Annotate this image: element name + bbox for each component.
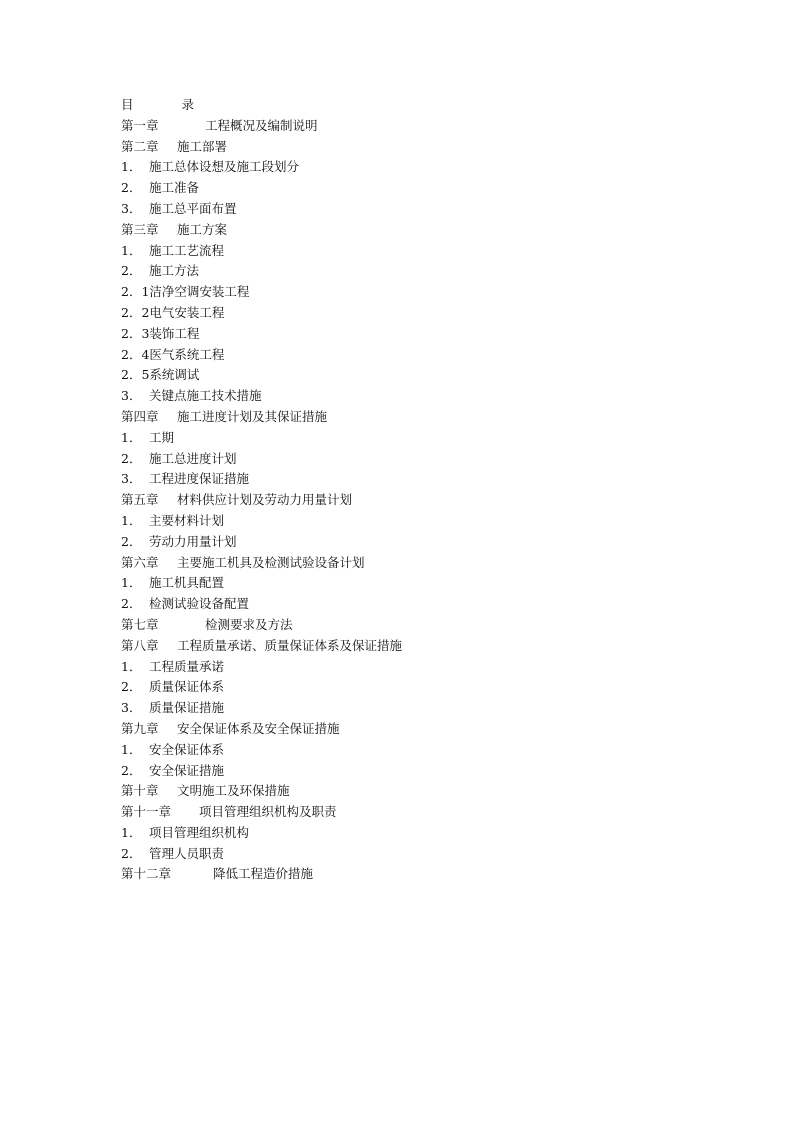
toc-text: 安全保证体系及安全保证措施: [177, 720, 340, 736]
toc-number: 1．: [121, 242, 142, 258]
toc-item: [121, 573, 681, 594]
toc-heading-part-2: 录: [181, 97, 195, 112]
toc-number: 2．1: [121, 284, 150, 300]
toc-number: 3．: [121, 700, 142, 716]
toc-text: 工程进度保证措施: [149, 471, 250, 487]
toc-chapter-12: [121, 864, 681, 885]
toc-number: 第四章: [121, 408, 159, 424]
toc-number: 1．: [121, 429, 142, 445]
toc-heading-part-1: 目: [121, 97, 134, 112]
toc-item: [121, 511, 681, 532]
toc-number: 1．: [121, 824, 142, 840]
toc-text: 电气安装工程: [149, 304, 225, 320]
toc-text: 洁净空调安装工程: [149, 284, 250, 300]
toc-text: 施工总平面布置: [149, 200, 237, 216]
toc-number: 1．: [121, 741, 142, 757]
toc-text: 项目管理组织机构及职责: [199, 804, 337, 820]
toc-number: 1．: [121, 159, 142, 175]
toc-text: 关键点施工技术措施: [149, 388, 262, 404]
toc-item: [121, 449, 681, 470]
toc-item: [121, 677, 681, 698]
toc-number: 2．2: [121, 304, 150, 320]
toc-chapter-2: [121, 137, 681, 158]
toc-text: 项目管理组织机构: [149, 824, 250, 840]
toc-number: 第十二章: [121, 866, 172, 882]
toc-number: 第一章: [121, 117, 159, 133]
toc-number: 第五章: [121, 492, 159, 508]
toc-chapter-3: [121, 220, 681, 241]
toc-heading: [121, 95, 681, 116]
toc-number: 1．: [121, 512, 142, 528]
toc-text: 管理人员职责: [149, 845, 225, 861]
toc-item: [121, 594, 681, 615]
toc-number: 第二章: [121, 138, 159, 154]
toc-number: 2．5: [121, 367, 150, 383]
toc-text: 安全保证措施: [149, 762, 225, 778]
toc-item: [121, 823, 681, 844]
toc-number: 第六章: [121, 554, 159, 570]
toc-number: 第七章: [121, 616, 159, 632]
toc-chapter-9: [121, 719, 681, 740]
toc-item: [121, 282, 681, 303]
toc-item: [121, 698, 681, 719]
toc-item: [121, 428, 681, 449]
toc-text: 安全保证体系: [149, 741, 225, 757]
toc-item: [121, 740, 681, 761]
toc-number: 2．: [121, 533, 142, 549]
toc-text: 系统调试: [149, 367, 200, 383]
toc-number: 第十一章: [121, 804, 172, 820]
toc-text: 主要材料计划: [149, 512, 225, 528]
toc-item: [121, 303, 681, 324]
toc-chapter-8: [121, 636, 681, 657]
toc-text: 质量保证措施: [149, 700, 225, 716]
toc-number: 2．: [121, 450, 142, 466]
toc-text: 检测试验设备配置: [149, 596, 250, 612]
toc-number: 2．: [121, 596, 142, 612]
toc-text: 施工方法: [149, 263, 200, 279]
toc-number: 1．: [121, 658, 142, 674]
toc-number: 第八章: [121, 637, 159, 653]
toc-number: 第三章: [121, 221, 159, 237]
table-of-contents: [121, 95, 681, 885]
toc-text: 施工准备: [149, 180, 200, 196]
toc-chapter-6: [121, 553, 681, 574]
toc-item: [121, 261, 681, 282]
toc-text: 施工进度计划及其保证措施: [177, 408, 328, 424]
toc-number: 3．: [121, 471, 142, 487]
toc-text: 施工总进度计划: [149, 450, 237, 466]
toc-number: 第十章: [121, 783, 159, 799]
toc-text: 工程概况及编制说明: [205, 117, 318, 133]
toc-number: 2．: [121, 762, 142, 778]
toc-number: 2．: [121, 845, 142, 861]
toc-item: [121, 178, 681, 199]
toc-chapter-11: [121, 802, 681, 823]
toc-number: 2．3: [121, 325, 150, 341]
toc-item: [121, 386, 681, 407]
toc-text: 施工机具配置: [149, 575, 225, 591]
toc-chapter-7: [121, 615, 681, 636]
toc-text: 降低工程造价措施: [213, 866, 314, 882]
toc-number: 2．4: [121, 346, 150, 362]
toc-chapter-10: [121, 781, 681, 802]
toc-text: 工程质量承诺: [149, 658, 225, 674]
toc-chapter-5: [121, 490, 681, 511]
toc-chapter-4: [121, 407, 681, 428]
toc-text: 检测要求及方法: [205, 616, 293, 632]
toc-number: 3．: [121, 200, 142, 216]
toc-item: [121, 199, 681, 220]
toc-text: 工期: [149, 429, 175, 445]
toc-item: [121, 157, 681, 178]
toc-text: 装饰工程: [149, 325, 200, 341]
toc-number: 2．: [121, 679, 142, 695]
toc-text: 施工部署: [177, 138, 228, 154]
toc-number: 1．: [121, 575, 142, 591]
toc-item: [121, 469, 681, 490]
toc-item: [121, 844, 681, 865]
toc-text: 施工工艺流程: [149, 242, 225, 258]
toc-number: 2．: [121, 263, 142, 279]
toc-chapter-1: [121, 116, 681, 137]
toc-item: [121, 241, 681, 262]
toc-text: 施工方案: [177, 221, 228, 237]
toc-number: 2．: [121, 180, 142, 196]
toc-text: 工程质量承诺、质量保证体系及保证措施: [177, 637, 403, 653]
toc-item: [121, 657, 681, 678]
toc-number: 第九章: [121, 720, 159, 736]
toc-text: 医气系统工程: [149, 346, 225, 362]
toc-text: 文明施工及环保措施: [177, 783, 290, 799]
toc-text: 主要施工机具及检测试验设备计划: [177, 554, 365, 570]
toc-item: [121, 324, 681, 345]
toc-item: [121, 532, 681, 553]
toc-text: 劳动力用量计划: [149, 533, 237, 549]
toc-text: 施工总体设想及施工段划分: [149, 159, 300, 175]
toc-item: [121, 345, 681, 366]
toc-item: [121, 365, 681, 386]
toc-number: 3．: [121, 388, 142, 404]
toc-item: [121, 761, 681, 782]
toc-text: 质量保证体系: [149, 679, 225, 695]
toc-text: 材料供应计划及劳动力用量计划: [177, 492, 353, 508]
